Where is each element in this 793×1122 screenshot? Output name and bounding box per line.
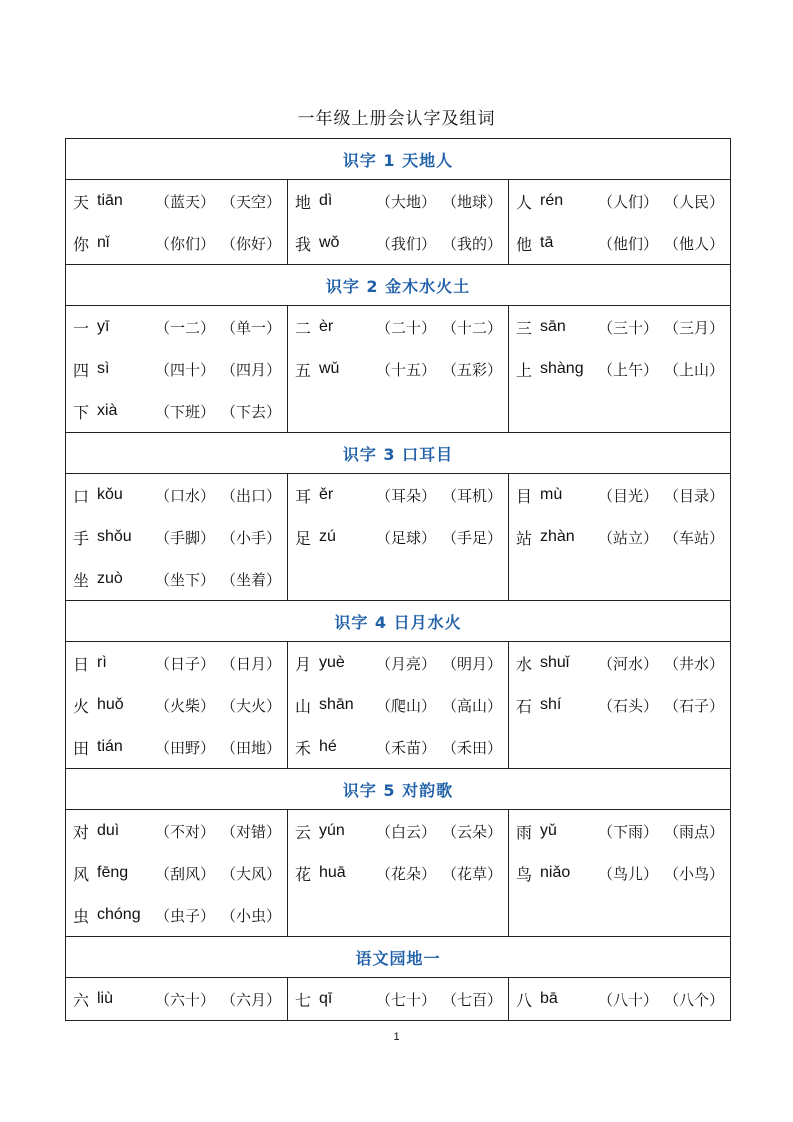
- compound-word: （日子）: [154, 654, 215, 673]
- pinyin: yuè: [319, 654, 345, 671]
- pinyin: rén: [540, 192, 564, 209]
- hanzi: 上: [516, 360, 533, 380]
- word-group: [145, 233, 287, 254]
- character-cell: [66, 306, 288, 433]
- word-group: [367, 317, 508, 338]
- hanzi: 天: [73, 192, 90, 212]
- character-entry: [509, 810, 730, 852]
- pinyin: mù: [540, 486, 563, 503]
- compound-word: （下班）: [154, 402, 215, 421]
- compound-word: （坐下）: [154, 570, 215, 589]
- section-header-row: [66, 601, 731, 642]
- compound-word: （目光）: [597, 486, 658, 505]
- compound-word: （大风）: [220, 864, 281, 883]
- word-group: [145, 359, 287, 380]
- section-body-row: [66, 978, 731, 1021]
- word-group: [588, 989, 730, 1010]
- compound-word: （站立）: [597, 528, 658, 547]
- section-heading: 语文园地一: [66, 937, 731, 978]
- hanzi: 田: [73, 738, 90, 758]
- word-group: [367, 191, 508, 212]
- hanzi: 耳: [295, 486, 312, 506]
- section-heading: 识字 5 对韵歌: [66, 769, 731, 810]
- compound-word: （他人）: [663, 234, 724, 253]
- section-header-row: [66, 769, 731, 810]
- compound-word: （一二）: [154, 318, 215, 337]
- section-heading: 识字 4 日月水火: [66, 601, 731, 642]
- compound-word: （你们）: [154, 234, 215, 253]
- compound-word: （耳朵）: [375, 486, 436, 505]
- hanzi: 虫: [73, 906, 90, 926]
- character-entry: [66, 684, 287, 726]
- hanzi: 火: [73, 696, 90, 716]
- hanzi: 五: [295, 360, 312, 380]
- pinyin: huā: [319, 864, 346, 881]
- hanzi: 我: [295, 234, 312, 254]
- compound-word: （六月）: [220, 990, 281, 1009]
- pinyin: kǒu: [97, 486, 123, 503]
- compound-word: （地球）: [441, 192, 502, 211]
- character-entry: [509, 978, 730, 1020]
- character-cell: [509, 306, 731, 433]
- hanzi: 站: [516, 528, 533, 548]
- word-group: [588, 653, 730, 674]
- compound-word: （出口）: [220, 486, 281, 505]
- compound-word: （爬山）: [375, 696, 436, 715]
- compound-word: （车站）: [663, 528, 724, 547]
- compound-word: （河水）: [597, 654, 658, 673]
- compound-word: （口水）: [154, 486, 215, 505]
- character-entry: [288, 180, 508, 222]
- character-entry: [66, 894, 287, 936]
- compound-word: （小手）: [220, 528, 281, 547]
- compound-word: （不对）: [154, 822, 215, 841]
- compound-word: （五彩）: [441, 360, 502, 379]
- compound-word: （高山）: [441, 696, 502, 715]
- hanzi: 口: [73, 486, 90, 506]
- page-title: 一年级上册会认字及组词: [297, 109, 496, 129]
- pinyin: bā: [540, 990, 558, 1007]
- character-entry: [288, 222, 508, 264]
- hanzi: 四: [73, 360, 90, 380]
- compound-word: （七十）: [375, 990, 436, 1009]
- hanzi: 一: [73, 318, 90, 338]
- hanzi: 目: [516, 486, 533, 506]
- pinyin: yī: [97, 318, 110, 335]
- pinyin: niǎo: [540, 864, 571, 881]
- pinyin: ěr: [319, 486, 334, 503]
- hanzi: 六: [73, 990, 90, 1010]
- pinyin: chóng: [97, 906, 141, 923]
- word-group: [145, 989, 287, 1010]
- hanzi: 手: [73, 528, 90, 548]
- character-entry: [509, 222, 730, 264]
- compound-word: （花朵）: [375, 864, 436, 883]
- compound-word: （鸟儿）: [597, 864, 658, 883]
- section-body-row: [66, 474, 731, 601]
- compound-word: （蓝天）: [154, 192, 215, 211]
- hanzi: 山: [295, 696, 312, 716]
- character-cell: [66, 810, 288, 937]
- compound-word: （二十）: [375, 318, 436, 337]
- page-number: 1: [393, 1031, 400, 1043]
- compound-word: （虫子）: [154, 906, 215, 925]
- hanzi: 八: [516, 990, 533, 1010]
- section-body-row: [66, 642, 731, 769]
- word-group: [145, 191, 287, 212]
- word-group: [588, 695, 730, 716]
- pinyin: zhàn: [540, 528, 575, 545]
- hanzi: 月: [295, 654, 312, 674]
- word-group: [145, 485, 287, 506]
- character-entry: [509, 348, 730, 390]
- compound-word: （手脚）: [154, 528, 215, 547]
- word-group: [145, 527, 287, 548]
- character-entry: [66, 810, 287, 852]
- compound-word: （六十）: [154, 990, 215, 1009]
- character-entry: [509, 180, 730, 222]
- word-group: [145, 905, 287, 926]
- compound-word: （下雨）: [597, 822, 658, 841]
- pinyin: zuò: [97, 570, 123, 587]
- word-group: [588, 527, 730, 548]
- hanzi: 水: [516, 654, 533, 674]
- character-entry: [288, 684, 508, 726]
- hanzi: 地: [295, 192, 312, 212]
- compound-word: （四十）: [154, 360, 215, 379]
- pinyin: sì: [97, 360, 110, 377]
- word-group: [367, 233, 508, 254]
- compound-word: （雨点）: [663, 822, 724, 841]
- word-group: [145, 863, 287, 884]
- pinyin: huǒ: [97, 696, 124, 713]
- pinyin: duì: [97, 822, 120, 839]
- word-group: [367, 653, 508, 674]
- pinyin: shǒu: [97, 528, 132, 545]
- section-header-row: [66, 937, 731, 978]
- hanzi: 足: [295, 528, 312, 548]
- pinyin: qī: [319, 990, 333, 1007]
- character-entry: [288, 474, 508, 516]
- character-entry: [288, 306, 508, 348]
- character-entry: [288, 348, 508, 390]
- compound-word: （大地）: [375, 192, 436, 211]
- pinyin: wǒ: [319, 234, 340, 251]
- word-group: [588, 191, 730, 212]
- section-header-row: [66, 139, 731, 180]
- compound-word: （井水）: [663, 654, 724, 673]
- character-cell: [288, 810, 509, 937]
- compound-word: （对错）: [220, 822, 281, 841]
- character-cell: [66, 474, 288, 601]
- word-group: [145, 821, 287, 842]
- compound-word: （坐着）: [220, 570, 281, 589]
- character-cell: [288, 642, 509, 769]
- compound-word: （大火）: [220, 696, 281, 715]
- compound-word: （目录）: [663, 486, 724, 505]
- hanzi: 三: [516, 318, 533, 338]
- pinyin: èr: [319, 318, 334, 335]
- character-entry: [66, 306, 287, 348]
- pinyin: shān: [319, 696, 354, 713]
- pinyin: nǐ: [97, 234, 110, 251]
- hanzi: 风: [73, 864, 90, 884]
- compound-word: （小虫）: [220, 906, 281, 925]
- character-entry: [509, 474, 730, 516]
- hanzi: 鸟: [516, 864, 533, 884]
- word-group: [145, 695, 287, 716]
- hanzi: 禾: [295, 738, 312, 758]
- character-entry: [66, 474, 287, 516]
- character-cell: [288, 180, 509, 265]
- section-body-row: [66, 180, 731, 265]
- character-entry: [509, 306, 730, 348]
- hanzi: 你: [73, 234, 90, 254]
- hanzi: 日: [73, 654, 90, 674]
- pinyin: tián: [97, 738, 123, 755]
- pinyin: dì: [319, 192, 333, 209]
- compound-word: （石子）: [663, 696, 724, 715]
- character-entry: [66, 348, 287, 390]
- character-cell: [66, 642, 288, 769]
- compound-word: （田野）: [154, 738, 215, 757]
- pinyin: xià: [97, 402, 118, 419]
- character-entry: [509, 852, 730, 894]
- character-entry: [288, 642, 508, 684]
- section-heading: 识字 3 口耳目: [66, 433, 731, 474]
- pinyin: shàng: [540, 360, 584, 377]
- character-entry: [66, 390, 287, 432]
- compound-word: （人民）: [663, 192, 724, 211]
- character-entry: [66, 558, 287, 600]
- word-group: [367, 695, 508, 716]
- character-entry: [288, 810, 508, 852]
- word-group: [588, 359, 730, 380]
- pinyin: shí: [540, 696, 562, 713]
- character-cell: [66, 180, 288, 265]
- hanzi: 石: [516, 696, 533, 716]
- hanzi: 他: [516, 234, 533, 254]
- word-group: [145, 653, 287, 674]
- compound-word: （十二）: [441, 318, 502, 337]
- compound-word: （日月）: [220, 654, 281, 673]
- pinyin: yún: [319, 822, 345, 839]
- word-group: [588, 863, 730, 884]
- character-entry: [66, 642, 287, 684]
- character-cell: [288, 978, 509, 1021]
- hanzi: 对: [73, 822, 90, 842]
- character-entry: [66, 852, 287, 894]
- pinyin: wǔ: [319, 360, 340, 377]
- word-group: [145, 569, 287, 590]
- character-entry: [66, 180, 287, 222]
- character-entry: [66, 726, 287, 768]
- section-header-row: [66, 433, 731, 474]
- pinyin: tā: [540, 234, 554, 251]
- compound-word: （云朵）: [441, 822, 502, 841]
- compound-word: （天空）: [220, 192, 281, 211]
- hanzi: 二: [295, 318, 312, 338]
- compound-word: （明月）: [441, 654, 502, 673]
- word-group: [145, 737, 287, 758]
- pinyin: rì: [97, 654, 107, 671]
- word-group: [588, 821, 730, 842]
- section-body-row: [66, 306, 731, 433]
- hanzi: 七: [295, 990, 312, 1010]
- compound-word: （七百）: [441, 990, 502, 1009]
- compound-word: （上山）: [663, 360, 724, 379]
- compound-word: （单一）: [220, 318, 281, 337]
- compound-word: （田地）: [220, 738, 281, 757]
- compound-word: （你好）: [220, 234, 281, 253]
- character-entry: [288, 852, 508, 894]
- hanzi: 雨: [516, 822, 533, 842]
- word-group: [145, 401, 287, 422]
- compound-word: （禾苗）: [375, 738, 436, 757]
- compound-word: （八个）: [663, 990, 724, 1009]
- word-group: [367, 527, 508, 548]
- compound-word: （上午）: [597, 360, 658, 379]
- character-cell: [509, 642, 731, 769]
- word-group: [367, 989, 508, 1010]
- hanzi: 云: [295, 822, 312, 842]
- compound-word: （石头）: [597, 696, 658, 715]
- compound-word: （人们）: [597, 192, 658, 211]
- compound-word: （下去）: [220, 402, 281, 421]
- character-entry: [509, 516, 730, 558]
- character-entry: [66, 222, 287, 264]
- section-header-row: [66, 265, 731, 306]
- pinyin: tiān: [97, 192, 123, 209]
- compound-word: （耳机）: [441, 486, 502, 505]
- character-cell: [66, 978, 288, 1021]
- word-group: [367, 821, 508, 842]
- pinyin: shuǐ: [540, 654, 570, 671]
- hanzi: 下: [73, 402, 90, 422]
- compound-word: （刮风）: [154, 864, 215, 883]
- character-cell: [509, 180, 731, 265]
- character-entry: [288, 978, 508, 1020]
- character-entry: [509, 642, 730, 684]
- compound-word: （禾田）: [441, 738, 502, 757]
- word-group: [588, 485, 730, 506]
- compound-word: （花草）: [441, 864, 502, 883]
- compound-word: （月亮）: [375, 654, 436, 673]
- character-entry: [509, 684, 730, 726]
- hanzi: 花: [295, 864, 312, 884]
- word-group: [367, 359, 508, 380]
- compound-word: （火柴）: [154, 696, 215, 715]
- section-heading: 识字 2 金木水火土: [66, 265, 731, 306]
- compound-word: （小鸟）: [663, 864, 724, 883]
- compound-word: （我的）: [441, 234, 502, 253]
- hanzi: 人: [516, 192, 533, 212]
- pinyin: yǔ: [540, 822, 557, 839]
- character-entry: [66, 978, 287, 1020]
- compound-word: （八十）: [597, 990, 658, 1009]
- character-cell: [509, 978, 731, 1021]
- compound-word: （三月）: [663, 318, 724, 337]
- character-cell: [288, 306, 509, 433]
- compound-word: （我们）: [375, 234, 436, 253]
- character-cell: [509, 810, 731, 937]
- character-entry: [288, 726, 508, 768]
- pinyin: zú: [319, 528, 336, 545]
- compound-word: （手足）: [441, 528, 502, 547]
- pinyin: hé: [319, 738, 337, 755]
- compound-word: （四月）: [220, 360, 281, 379]
- compound-word: （三十）: [597, 318, 658, 337]
- character-entry: [288, 516, 508, 558]
- section-body-row: [66, 810, 731, 937]
- compound-word: （十五）: [375, 360, 436, 379]
- compound-word: （他们）: [597, 234, 658, 253]
- word-group: [367, 863, 508, 884]
- word-group: [588, 317, 730, 338]
- pinyin: sān: [540, 318, 566, 335]
- compound-word: （足球）: [375, 528, 436, 547]
- pinyin: liù: [97, 990, 114, 1007]
- hanzi: 坐: [73, 570, 90, 590]
- character-cell: [509, 474, 731, 601]
- character-cell: [288, 474, 509, 601]
- character-entry: [66, 516, 287, 558]
- word-group: [145, 317, 287, 338]
- word-group: [367, 485, 508, 506]
- compound-word: （白云）: [375, 822, 436, 841]
- section-heading: 识字 1 天地人: [66, 139, 731, 180]
- vocabulary-table: [65, 138, 731, 1021]
- word-group: [588, 233, 730, 254]
- word-group: [367, 737, 508, 758]
- pinyin: fēng: [97, 864, 129, 881]
